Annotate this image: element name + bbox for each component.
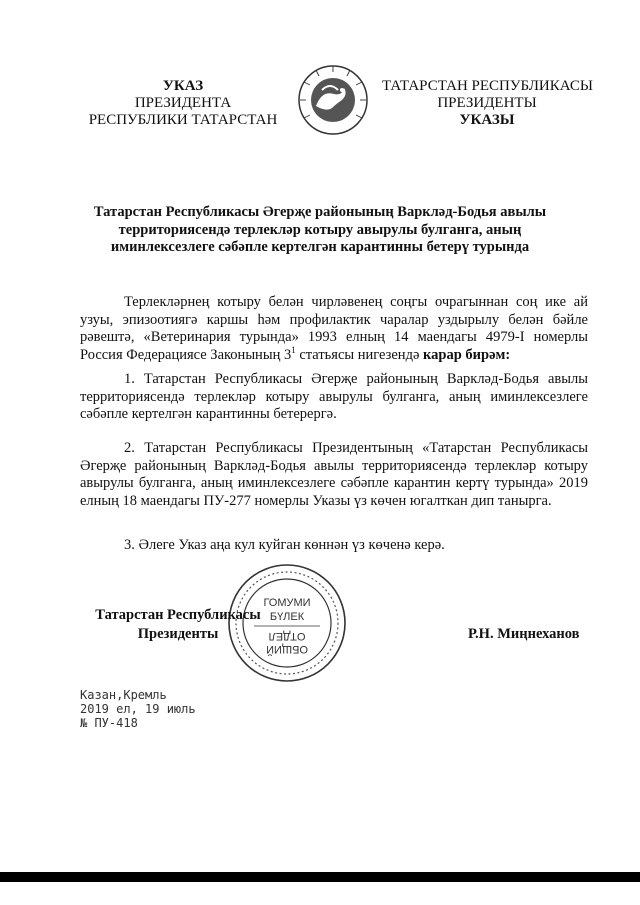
decree-item-1: 1. Татарстан Республикасы Әгерҗе районының Варкләд-Бодья авылы территориясендә терлекләр котыру авырулы булганга, аның иминлексезлеге сәбәпле кертелгән карантинны бетерергә. bbox=[80, 371, 588, 422]
intro-text: Терлекләрнең котыру белән чирләвенең соңгы очрагыннан соң ике ай узуы, эпизоотиягә каршы һәм профилактик чаралар уздырылу белән бәйле рәвештә, «Ветеринария турында» 1993 елның 14 маендагы 4979-I номерлы Россия Федерациясе Законының 3 bbox=[80, 294, 588, 363]
header-right-line2: ПРЕЗИДЕНТЫ bbox=[437, 95, 537, 111]
stamp-line2: БҮЛЕК bbox=[269, 611, 305, 623]
coat-of-arms-emblem-icon bbox=[296, 60, 370, 138]
intro-decision: карар бирәм: bbox=[423, 346, 511, 363]
header-left-line2: ПРЕЗИДЕНТА bbox=[134, 95, 232, 111]
intro-paragraph bbox=[80, 294, 588, 364]
stamp-line3: ОБЩИЙ bbox=[266, 643, 308, 655]
signature-title-line2: Президенты bbox=[137, 626, 219, 642]
decree-item-2: 2. Татарстан Республикасы Президентының «Татарстан Республикасы Әгерҗе районының Варкләд-Бодья авылы территориясендә терлекләр котыру авырулы булганга, аның иминлексезлеге сәбәпле карантин кертү турында» 2019 елның 18 маендагы ПУ-277 номерлы Указы үз көчен югалткан дип танырга. bbox=[80, 440, 588, 509]
header-right-line3: УКАЗЫ bbox=[459, 112, 515, 128]
header-right bbox=[382, 78, 592, 129]
intro-text-after: статьясы нигезендә bbox=[295, 346, 424, 363]
decree-item-3: 3. Әлеге Указ аңа кул куйган көннән үз көченә керә. bbox=[124, 537, 445, 553]
header-left-line3: РЕСПУБЛИКИ ТАТАРСТАН bbox=[88, 112, 278, 128]
signature-title bbox=[88, 606, 268, 644]
stamp-line1: ГОМУМИ bbox=[263, 597, 311, 609]
signature-name: Р.Н. Миңнеханов bbox=[468, 626, 580, 642]
header-left-line1: УКАЗ bbox=[162, 78, 204, 94]
footer-date: 2019 ел, 19 июль bbox=[80, 702, 196, 716]
signature-title-line1: Татарстан Республикасы bbox=[95, 607, 261, 623]
intro-superscript: 1 bbox=[291, 344, 296, 355]
header-right-line1: ТАТАРСТАН РЕСПУБЛИКАСЫ bbox=[382, 78, 593, 94]
stamp-line4: ОТДЕЛ bbox=[268, 630, 306, 642]
header-left bbox=[88, 78, 278, 129]
decree-title: Татарстан Республикасы Әгерҗе районының Варкләд-Бодья авылы территориясендә терлекләр котыру авырулы булганга, аның иминлексезлеге сәбәпле кертелгән карантинны бетерү турында bbox=[93, 204, 547, 255]
footer-number: № ПУ-418 bbox=[80, 716, 138, 730]
scan-edge-bar bbox=[0, 872, 640, 882]
footer-place: Казан,Кремль bbox=[80, 688, 167, 702]
footer-details bbox=[80, 688, 196, 730]
